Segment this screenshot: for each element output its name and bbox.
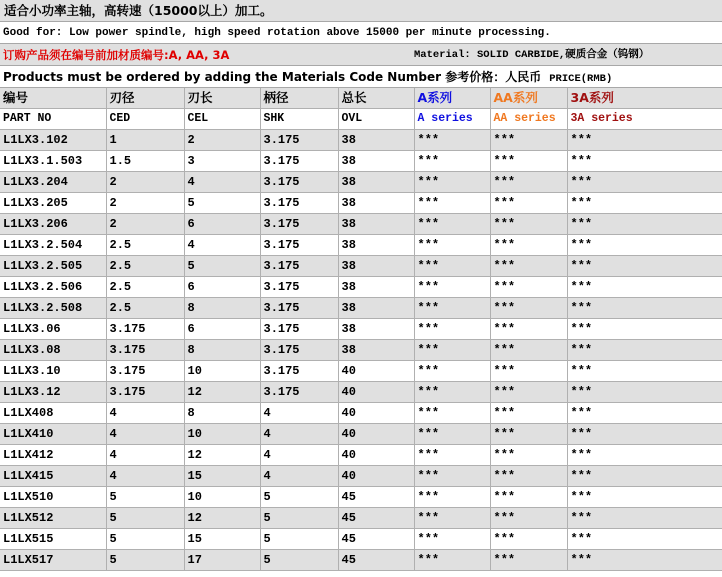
table-row-shk: 5 (260, 529, 338, 550)
table-row-3a-series: *** (567, 298, 722, 319)
table-row-a-series: *** (414, 550, 490, 571)
table-row-a-series: *** (414, 361, 490, 382)
table-row (0, 550, 722, 571)
table-row-ced: 1.5 (106, 151, 184, 172)
table-row-a-series: *** (414, 382, 490, 403)
table-row (0, 214, 722, 235)
table-row-part-no: L1LX408 (0, 403, 106, 424)
table-row-ovl: 38 (338, 319, 414, 340)
table-row-a-series: *** (414, 508, 490, 529)
table-row-a-series: *** (414, 487, 490, 508)
header-row-en-cel: CEL (184, 109, 260, 130)
products-note-row (0, 66, 722, 88)
table-row (0, 529, 722, 550)
table-row-cel: 15 (184, 529, 260, 550)
table-row-ovl: 40 (338, 466, 414, 487)
table-row-ovl: 38 (338, 298, 414, 319)
table-row-part-no: L1LX3.2.506 (0, 277, 106, 298)
table-row-part-no: L1LX410 (0, 424, 106, 445)
table-row-ced: 3.175 (106, 340, 184, 361)
table-row-shk: 3.175 (260, 214, 338, 235)
table-row-cel: 17 (184, 550, 260, 571)
table-row-ced: 2 (106, 193, 184, 214)
products-note: Products must be ordered by adding the Materials Code Number 参考价格：人民币 (3, 70, 542, 84)
table-row-aa-series: *** (490, 172, 567, 193)
table-row-shk: 5 (260, 508, 338, 529)
table-row-shk: 4 (260, 403, 338, 424)
table-row-3a-series: *** (567, 172, 722, 193)
table-row-3a-series: *** (567, 151, 722, 172)
table-row-ced: 4 (106, 466, 184, 487)
header-row-cn-ced: 刃径 (106, 88, 184, 109)
table-row-ced: 2.5 (106, 298, 184, 319)
table-row-cel: 10 (184, 361, 260, 382)
table-row-cel: 6 (184, 214, 260, 235)
table-row-ovl: 40 (338, 403, 414, 424)
table-row-cel: 8 (184, 298, 260, 319)
table-row-3a-series: *** (567, 193, 722, 214)
table-row-part-no: L1LX415 (0, 466, 106, 487)
table-row-ovl: 40 (338, 424, 414, 445)
header-row-en-aa-series: AA series (490, 109, 567, 130)
table-row (0, 298, 722, 319)
table-row (0, 361, 722, 382)
table-row-ovl: 45 (338, 529, 414, 550)
table-row-3a-series: *** (567, 340, 722, 361)
table-row-3a-series: *** (567, 550, 722, 571)
table-row (0, 235, 722, 256)
table-row-ced: 2 (106, 214, 184, 235)
header-row-cn-shk: 柄径 (260, 88, 338, 109)
table-row-part-no: L1LX3.1.503 (0, 151, 106, 172)
table-row (0, 256, 722, 277)
table-row (0, 340, 722, 361)
header-row-en-part-no: PART NO (0, 109, 106, 130)
table-row-3a-series: *** (567, 445, 722, 466)
table-row-ovl: 38 (338, 151, 414, 172)
table-row-cel: 6 (184, 319, 260, 340)
table-row-part-no: L1LX3.204 (0, 172, 106, 193)
table-row-shk: 4 (260, 466, 338, 487)
table-row-aa-series: *** (490, 235, 567, 256)
table-row-cel: 3 (184, 151, 260, 172)
table-row-part-no: L1LX3.08 (0, 340, 106, 361)
header-row-cn-aa-series: AA系列 (490, 88, 567, 109)
table-row-shk: 3.175 (260, 382, 338, 403)
header-row-en-3a-series: 3A series (567, 109, 722, 130)
table-row-aa-series: *** (490, 256, 567, 277)
table-row-aa-series: *** (490, 382, 567, 403)
table-row-a-series: *** (414, 151, 490, 172)
table-row-shk: 3.175 (260, 256, 338, 277)
table-row-ced: 3.175 (106, 361, 184, 382)
table-row-a-series: *** (414, 214, 490, 235)
table-row-ovl: 40 (338, 445, 414, 466)
table-row-cel: 12 (184, 382, 260, 403)
table-row-part-no: L1LX3.2.505 (0, 256, 106, 277)
table-row-ced: 1 (106, 130, 184, 151)
table-row-ovl: 38 (338, 235, 414, 256)
table-row-3a-series: *** (567, 529, 722, 550)
table-row (0, 319, 722, 340)
table-row-cel: 6 (184, 277, 260, 298)
table-row-part-no: L1LX3.06 (0, 319, 106, 340)
table-row-cel: 8 (184, 403, 260, 424)
table-row-shk: 3.175 (260, 361, 338, 382)
table-row-ced: 5 (106, 550, 184, 571)
table-row-shk: 3.175 (260, 193, 338, 214)
order-material-row (0, 44, 722, 66)
table-row (0, 193, 722, 214)
table-row-cel: 4 (184, 235, 260, 256)
table-row-aa-series: *** (490, 403, 567, 424)
table-row-shk: 3.175 (260, 130, 338, 151)
header-row-en-shk: SHK (260, 109, 338, 130)
table-row (0, 277, 722, 298)
table-row-a-series: *** (414, 193, 490, 214)
table-row-aa-series: *** (490, 361, 567, 382)
table-row-cel: 10 (184, 424, 260, 445)
header-row-en (0, 109, 722, 130)
table-row-aa-series: *** (490, 298, 567, 319)
table-row-part-no: L1LX3.2.504 (0, 235, 106, 256)
table-row-cel: 8 (184, 340, 260, 361)
table-row-part-no: L1LX515 (0, 529, 106, 550)
order-note: 订购产品须在编号前加材质编号:A, AA, 3A (3, 48, 230, 62)
table-row-aa-series: *** (490, 445, 567, 466)
table-row-ced: 2.5 (106, 235, 184, 256)
table-row-aa-series: *** (490, 151, 567, 172)
table-row-3a-series: *** (567, 277, 722, 298)
table-row-3a-series: *** (567, 256, 722, 277)
table-row-3a-series: *** (567, 508, 722, 529)
table-row-3a-series: *** (567, 424, 722, 445)
table-row-part-no: L1LX3.2.508 (0, 298, 106, 319)
table-row-aa-series: *** (490, 214, 567, 235)
table-row-a-series: *** (414, 130, 490, 151)
table-row-shk: 3.175 (260, 340, 338, 361)
table-row-3a-series: *** (567, 382, 722, 403)
table-row-shk: 3.175 (260, 319, 338, 340)
table-row-shk: 3.175 (260, 151, 338, 172)
table-row (0, 403, 722, 424)
table-row-3a-series: *** (567, 487, 722, 508)
table-row-cel: 5 (184, 256, 260, 277)
table-row-cel: 4 (184, 172, 260, 193)
header-row-en-ovl: OVL (338, 109, 414, 130)
table-row-shk: 5 (260, 487, 338, 508)
table-row-3a-series: *** (567, 319, 722, 340)
header-row-cn-part-no: 编号 (0, 88, 106, 109)
table-row (0, 424, 722, 445)
header-row-en-ced: CED (106, 109, 184, 130)
table-row-shk: 3.175 (260, 235, 338, 256)
table-row-part-no: L1LX3.205 (0, 193, 106, 214)
table-row-a-series: *** (414, 340, 490, 361)
table-row-aa-series: *** (490, 529, 567, 550)
table-row-shk: 4 (260, 424, 338, 445)
table-row-aa-series: *** (490, 508, 567, 529)
table-row-ovl: 38 (338, 277, 414, 298)
table-row-part-no: L1LX3.12 (0, 382, 106, 403)
header-row-cn-cel: 刃长 (184, 88, 260, 109)
table-row-aa-series: *** (490, 130, 567, 151)
header-row-en-a-series: A series (414, 109, 490, 130)
table-row-part-no: L1LX3.102 (0, 130, 106, 151)
spec-table-body (0, 88, 722, 571)
table-row-ced: 2.5 (106, 256, 184, 277)
header-row-cn-3a-series: 3A系列 (567, 88, 722, 109)
table-row-part-no: L1LX412 (0, 445, 106, 466)
table-row-aa-series: *** (490, 487, 567, 508)
table-row-aa-series: *** (490, 277, 567, 298)
table-row-ovl: 38 (338, 172, 414, 193)
table-row-a-series: *** (414, 529, 490, 550)
table-row-ced: 4 (106, 403, 184, 424)
table-row-ced: 5 (106, 529, 184, 550)
table-row (0, 445, 722, 466)
table-row-part-no: L1LX517 (0, 550, 106, 571)
table-row-aa-series: *** (490, 319, 567, 340)
table-row-cel: 5 (184, 193, 260, 214)
table-row-ced: 2 (106, 172, 184, 193)
table-row-ovl: 38 (338, 193, 414, 214)
material-note: Material: SOLID CARBIDE,硬质合金（钨钢） (414, 49, 650, 61)
table-row-cel: 2 (184, 130, 260, 151)
table-row-shk: 3.175 (260, 298, 338, 319)
table-row-ovl: 45 (338, 487, 414, 508)
table-row-a-series: *** (414, 256, 490, 277)
table-row-a-series: *** (414, 298, 490, 319)
table-row-part-no: L1LX3.206 (0, 214, 106, 235)
table-row (0, 382, 722, 403)
table-row-aa-series: *** (490, 193, 567, 214)
table-row-ovl: 45 (338, 550, 414, 571)
header-row-cn (0, 88, 722, 109)
table-row-shk: 5 (260, 550, 338, 571)
table-row-ovl: 38 (338, 130, 414, 151)
table-row-3a-series: *** (567, 403, 722, 424)
table-row-a-series: *** (414, 172, 490, 193)
table-row-a-series: *** (414, 424, 490, 445)
table-row-a-series: *** (414, 235, 490, 256)
table-row-ovl: 38 (338, 256, 414, 277)
table-row-ovl: 38 (338, 340, 414, 361)
table-row-3a-series: *** (567, 235, 722, 256)
table-row-3a-series: *** (567, 214, 722, 235)
table-row-ovl: 40 (338, 382, 414, 403)
table-row-cel: 12 (184, 508, 260, 529)
table-row-a-series: *** (414, 319, 490, 340)
table-row-ced: 5 (106, 487, 184, 508)
header-row-cn-a-series: A系列 (414, 88, 490, 109)
table-row-aa-series: *** (490, 340, 567, 361)
table-row-aa-series: *** (490, 550, 567, 571)
table-row-a-series: *** (414, 277, 490, 298)
table-row-3a-series: *** (567, 130, 722, 151)
table-row (0, 130, 722, 151)
table-row-3a-series: *** (567, 466, 722, 487)
table-row-part-no: L1LX512 (0, 508, 106, 529)
table-row-a-series: *** (414, 445, 490, 466)
table-row (0, 466, 722, 487)
table-row-aa-series: *** (490, 466, 567, 487)
table-row-cel: 10 (184, 487, 260, 508)
price-unit: PRICE(RMB) (549, 73, 613, 85)
table-row-shk: 4 (260, 445, 338, 466)
table-row-ced: 2.5 (106, 277, 184, 298)
table-row (0, 172, 722, 193)
table-row-cel: 15 (184, 466, 260, 487)
table-row-a-series: *** (414, 403, 490, 424)
usage-note-cn: 适合小功率主轴，高转速（15000以上）加工。 (0, 0, 722, 22)
table-row-aa-series: *** (490, 424, 567, 445)
table-row (0, 151, 722, 172)
table-row-a-series: *** (414, 466, 490, 487)
header-row-cn-ovl: 总长 (338, 88, 414, 109)
table-row-shk: 3.175 (260, 277, 338, 298)
table-row-ovl: 45 (338, 508, 414, 529)
table-row-ced: 4 (106, 445, 184, 466)
usage-note-en: Good for: Low power spindle, high speed rotation above 15000 per minute processing. (0, 22, 722, 44)
spec-table (0, 88, 722, 571)
table-row-3a-series: *** (567, 361, 722, 382)
table-row (0, 508, 722, 529)
table-row-part-no: L1LX3.10 (0, 361, 106, 382)
table-row-ced: 3.175 (106, 382, 184, 403)
table-row-ovl: 40 (338, 361, 414, 382)
table-row-ced: 3.175 (106, 319, 184, 340)
table-row-part-no: L1LX510 (0, 487, 106, 508)
table-row-ced: 4 (106, 424, 184, 445)
table-row-cel: 12 (184, 445, 260, 466)
table-row (0, 487, 722, 508)
table-row-ovl: 38 (338, 214, 414, 235)
table-row-ced: 5 (106, 508, 184, 529)
table-row-shk: 3.175 (260, 172, 338, 193)
